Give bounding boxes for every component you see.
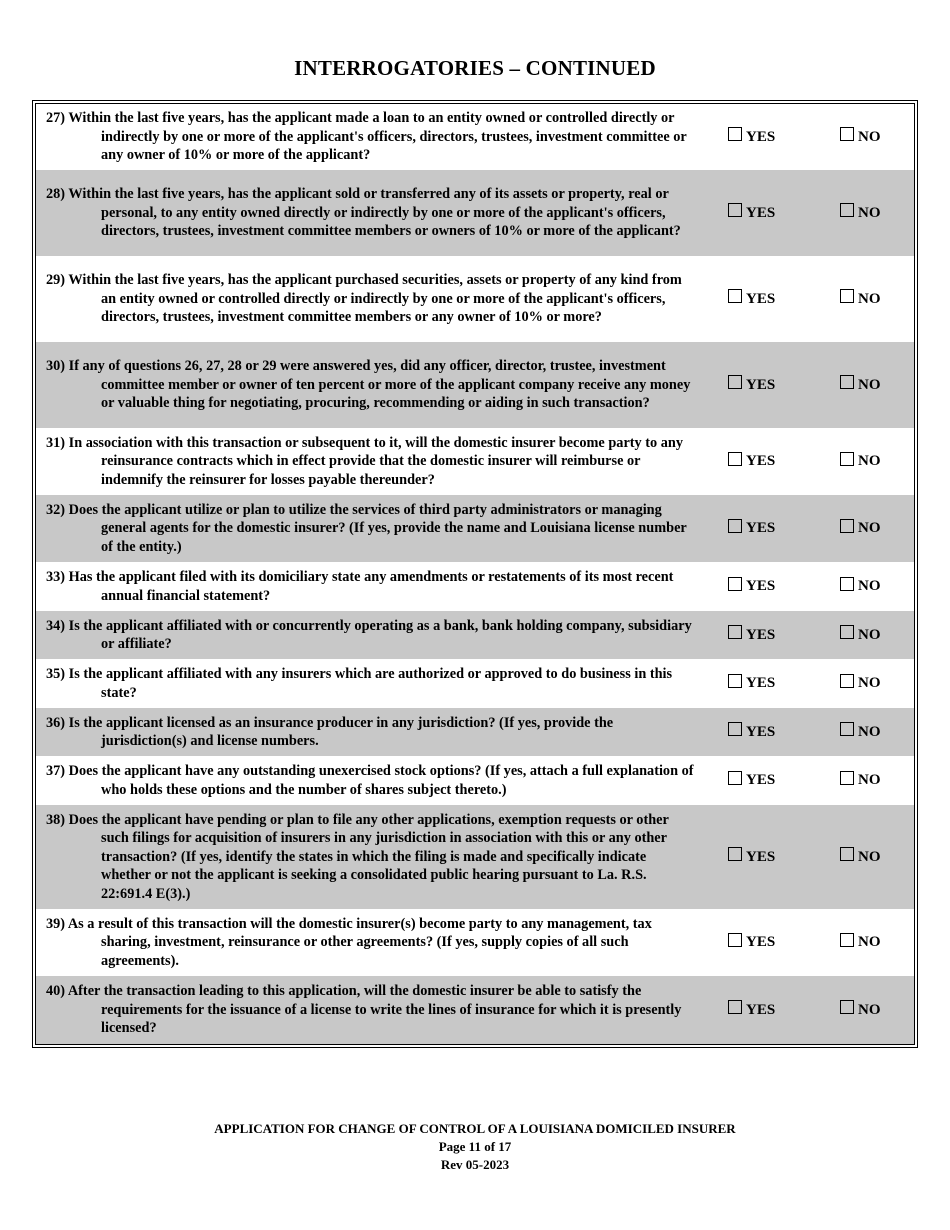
no-label: NO xyxy=(858,848,881,865)
yes-label: YES xyxy=(746,204,776,221)
no-checkbox[interactable] xyxy=(840,452,854,466)
yes-label: YES xyxy=(746,520,776,536)
yes-option[interactable] xyxy=(728,453,840,470)
yes-option[interactable] xyxy=(728,724,840,741)
no-option[interactable] xyxy=(840,205,900,222)
question-row-34 xyxy=(36,611,914,659)
no-label: NO xyxy=(858,1001,881,1018)
question-row-32 xyxy=(36,495,914,562)
no-checkbox[interactable] xyxy=(840,625,854,639)
no-checkbox[interactable] xyxy=(840,1000,854,1014)
question-text: 39) As a result of this transaction will the domestic insurer(s) become party to any management, tax sharing, investment, reinsurance or other agreements? (If yes, supply copies of all such agreements). xyxy=(46,915,652,969)
question-text: 35) Is the applicant affiliated with any insurers which are authorized or approved to do business in this state? xyxy=(46,666,673,701)
no-label: NO xyxy=(858,934,881,950)
no-checkbox[interactable] xyxy=(840,722,854,736)
interrogatories-table-inner xyxy=(35,103,915,1045)
yes-label: YES xyxy=(746,453,776,469)
page-footer xyxy=(0,1120,950,1174)
yes-checkbox[interactable] xyxy=(728,722,742,736)
question-row-38 xyxy=(36,805,914,909)
question-row-35 xyxy=(36,659,914,708)
question-text: 32) Does the applicant utilize or plan to utilize the services of third party administrators or managing general agents for the domestic insurer? (If yes, provide the name and Louisiana license number of the entity.) xyxy=(46,501,687,555)
no-label: NO xyxy=(858,376,881,393)
yes-option[interactable] xyxy=(728,849,840,866)
no-label: NO xyxy=(858,128,881,145)
yes-label: YES xyxy=(746,723,776,740)
yes-checkbox[interactable] xyxy=(728,674,742,688)
no-checkbox[interactable] xyxy=(840,933,854,947)
no-checkbox[interactable] xyxy=(840,577,854,591)
yes-checkbox[interactable] xyxy=(728,127,742,141)
no-option[interactable] xyxy=(840,849,900,866)
question-row-40 xyxy=(36,976,914,1044)
interrogatories-table xyxy=(32,100,918,1048)
no-label: NO xyxy=(858,723,881,740)
no-option[interactable] xyxy=(840,291,900,308)
question-text: 40) After the transaction leading to this application, will the domestic insurer be able to satisfy the requirements for the issuance of a license to write the lines of insurance for which it is presently licensed? xyxy=(46,983,682,1037)
no-checkbox[interactable] xyxy=(840,375,854,389)
yes-label: YES xyxy=(746,578,776,594)
yes-option[interactable] xyxy=(728,772,840,789)
no-option[interactable] xyxy=(840,627,900,644)
yes-label: YES xyxy=(746,675,776,691)
no-checkbox[interactable] xyxy=(840,519,854,533)
question-text: 30) If any of questions 26, 27, 28 or 29 were answered yes, did any officer, director, trustee, investment committee member or owner of ten percent or more of the applicant company receive any money or valuable thing for negotiating, procuring, recommending or aiding in such transaction? xyxy=(46,358,691,412)
footer-form-title: APPLICATION FOR CHANGE OF CONTROL OF A LOUISIANA DOMICILED INSURER xyxy=(214,1121,736,1136)
no-checkbox[interactable] xyxy=(840,203,854,217)
no-label: NO xyxy=(858,675,881,691)
yes-checkbox[interactable] xyxy=(728,203,742,217)
question-row-33 xyxy=(36,562,914,611)
page-title: INTERROGATORIES – CONTINUED xyxy=(294,56,656,80)
question-text: 31) In association with this transaction or subsequent to it, will the domestic insurer become party to any reinsurance contracts which in effect provide that the domestic insurer will reimburse or indemnify the reinsurer for losses payable thereunder? xyxy=(46,434,684,488)
question-row-30 xyxy=(36,342,914,428)
no-option[interactable] xyxy=(840,724,900,741)
question-row-29 xyxy=(36,256,914,342)
yes-label: YES xyxy=(746,290,776,307)
no-label: NO xyxy=(858,578,881,594)
no-option[interactable] xyxy=(840,1002,900,1019)
yes-label: YES xyxy=(746,848,776,865)
no-label: NO xyxy=(858,290,881,307)
yes-checkbox[interactable] xyxy=(728,375,742,389)
yes-checkbox[interactable] xyxy=(728,519,742,533)
yes-option[interactable] xyxy=(728,291,840,308)
yes-label: YES xyxy=(746,772,776,788)
yes-label: YES xyxy=(746,1001,776,1018)
yes-checkbox[interactable] xyxy=(728,847,742,861)
question-text: 28) Within the last five years, has the applicant sold or transferred any of its assets or property, real or personal, to any entity owned directly or indirectly by one or more of the applicant's officers, directors, trustees, investment committee members or owners of 10% or more of the applicant? xyxy=(46,186,681,240)
question-row-37 xyxy=(36,756,914,805)
yes-option[interactable] xyxy=(728,377,840,394)
question-text: 36) Is the applicant licensed as an insurance producer in any jurisdiction? (If yes, provide the jurisdiction(s) and license numbers. xyxy=(46,714,614,749)
question-row-31 xyxy=(36,428,914,495)
no-label: NO xyxy=(858,626,881,643)
question-text: 33) Has the applicant filed with its domiciliary state any amendments or restatements of its most recent annual financial statement? xyxy=(46,569,674,604)
yes-label: YES xyxy=(746,626,776,643)
no-option[interactable] xyxy=(840,129,900,146)
yes-option[interactable] xyxy=(728,627,840,644)
question-text: 38) Does the applicant have pending or plan to file any other applications, exemption requests or other such filings for acquisition of insurers in any jurisdiction in association with this or any other transaction? (If yes, identify the states in which the filing is made and specifically indicate whether or not the applicant is seeking a consolidated public hearing pursuant to La. R.S. 22:691.4 E(3).) xyxy=(46,811,669,902)
footer-revision: Rev 05-2023 xyxy=(440,1157,510,1172)
no-checkbox[interactable] xyxy=(840,771,854,785)
question-text: 27) Within the last five years, has the applicant made a loan to an entity owned or controlled directly or indirectly by one or more of the applicant's officers, directors, trustees, investment committee or any owner of 10% or more of the applicant? xyxy=(46,110,687,164)
yes-checkbox[interactable] xyxy=(728,452,742,466)
question-row-36 xyxy=(36,708,914,756)
yes-checkbox[interactable] xyxy=(728,289,742,303)
yes-checkbox[interactable] xyxy=(728,771,742,785)
no-label: NO xyxy=(858,204,881,221)
yes-option[interactable] xyxy=(728,520,840,537)
yes-label: YES xyxy=(746,376,776,393)
yes-option[interactable] xyxy=(728,934,840,951)
no-option[interactable] xyxy=(840,578,900,595)
yes-option[interactable] xyxy=(728,129,840,146)
no-option[interactable] xyxy=(840,675,900,692)
no-option[interactable] xyxy=(840,377,900,394)
no-checkbox[interactable] xyxy=(840,674,854,688)
no-label: NO xyxy=(858,453,881,469)
no-option[interactable] xyxy=(840,520,900,537)
question-row-27 xyxy=(36,104,914,170)
no-checkbox[interactable] xyxy=(840,289,854,303)
question-text: 29) Within the last five years, has the applicant purchased securities, assets or property of any kind from an entity owned or controlled directly or indirectly by one or more of the applicant's officers, directors, trustees, investment committee members or any owner of 10% or more? xyxy=(46,272,682,326)
yes-label: YES xyxy=(746,934,776,950)
no-label: NO xyxy=(858,520,881,536)
yes-checkbox[interactable] xyxy=(728,625,742,639)
no-label: NO xyxy=(858,772,881,788)
yes-checkbox[interactable] xyxy=(728,1000,742,1014)
no-checkbox[interactable] xyxy=(840,847,854,861)
footer-page-number: Page 11 of 17 xyxy=(438,1139,512,1154)
yes-option[interactable] xyxy=(728,675,840,692)
question-row-28 xyxy=(36,170,914,256)
yes-option[interactable] xyxy=(728,205,840,222)
yes-checkbox[interactable] xyxy=(728,577,742,591)
no-option[interactable] xyxy=(840,453,900,470)
no-option[interactable] xyxy=(840,772,900,789)
yes-option[interactable] xyxy=(728,578,840,595)
question-text: 37) Does the applicant have any outstanding unexercised stock options? (If yes, attach a full explanation of who holds these options and the number of shares subject thereto.) xyxy=(46,763,694,798)
yes-label: YES xyxy=(746,128,776,145)
no-option[interactable] xyxy=(840,934,900,951)
yes-checkbox[interactable] xyxy=(728,933,742,947)
yes-option[interactable] xyxy=(728,1002,840,1019)
question-row-39 xyxy=(36,909,914,976)
question-text: 34) Is the applicant affiliated with or concurrently operating as a bank, bank holding company, subsidiary or affiliate? xyxy=(46,617,692,652)
no-checkbox[interactable] xyxy=(840,127,854,141)
